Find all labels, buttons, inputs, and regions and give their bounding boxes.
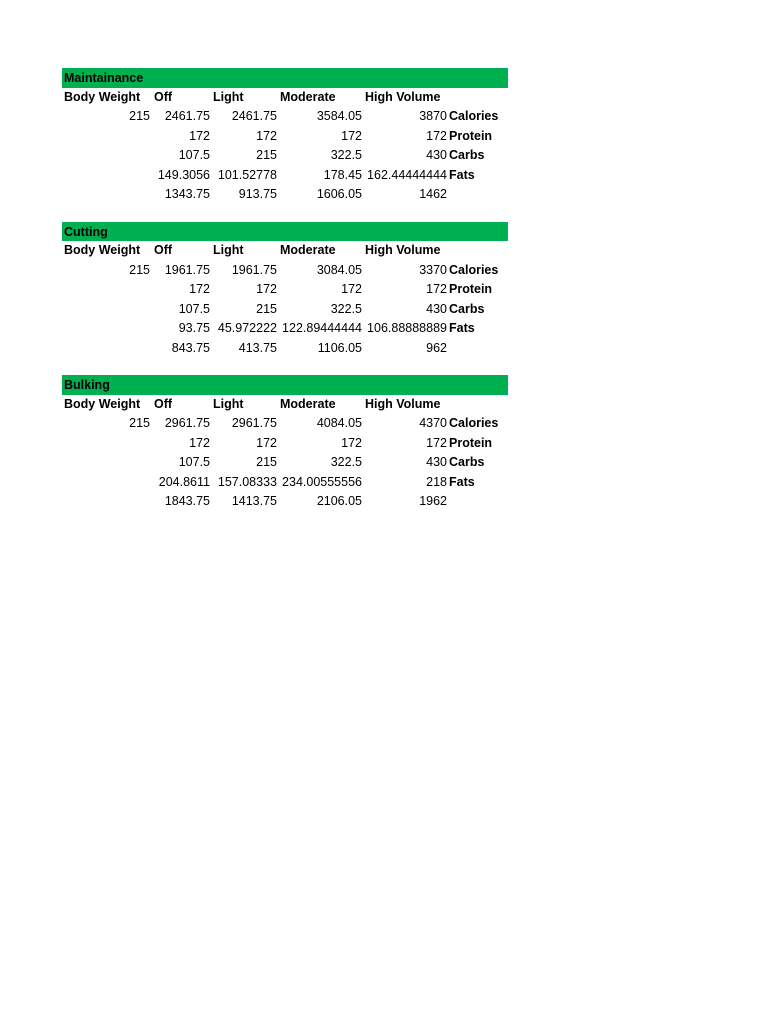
row-label: Fats — [449, 167, 475, 182]
section-maintainance — [62, 68, 508, 205]
cell-moderate: 234.00555556 — [282, 474, 362, 489]
cell-body-weight: 215 — [129, 416, 150, 430]
row-label: Carbs — [449, 301, 485, 316]
cell-moderate: 1606.05 — [316, 187, 362, 201]
cell-light: 1413.75 — [231, 494, 277, 508]
section-header: Cutting — [62, 222, 508, 242]
cell-off: 107.5 — [178, 301, 210, 316]
cell-off: 149.3056 — [157, 167, 210, 182]
cell-light: 215 — [256, 455, 277, 469]
table-row — [62, 300, 508, 320]
cell-high-volume: 106.88888889 — [367, 321, 447, 335]
cell-light: 413.75 — [238, 340, 277, 355]
table-row — [62, 434, 508, 454]
cell-moderate: 3584.05 — [316, 109, 362, 123]
header-off: Off — [154, 89, 173, 104]
cell-off: 2961.75 — [164, 416, 210, 430]
table-row — [62, 492, 508, 512]
cell-moderate: 172 — [341, 435, 362, 450]
cell-moderate: 322.5 — [330, 301, 362, 316]
cell-light: 172 — [256, 282, 277, 296]
row-label: Carbs — [449, 455, 485, 469]
cell-high-volume: 962 — [426, 340, 447, 355]
cell-high-volume: 172 — [426, 435, 447, 450]
cell-off: 843.75 — [171, 340, 210, 355]
header-light: Light — [213, 396, 244, 411]
cell-high-volume: 162.44444444 — [367, 167, 447, 182]
header-high-volume: High Volume — [365, 396, 441, 411]
cell-body-weight: 215 — [129, 109, 150, 123]
cell-high-volume: 3370 — [419, 262, 447, 277]
cell-off: 172 — [189, 128, 210, 143]
cell-off: 107.5 — [178, 148, 210, 162]
row-label: Protein — [449, 282, 493, 296]
cell-high-volume: 430 — [426, 148, 447, 162]
cell-light: 2961.75 — [231, 416, 277, 430]
table-row — [62, 146, 508, 166]
row-label: Calories — [449, 262, 499, 277]
cell-high-volume: 218 — [426, 474, 447, 489]
table-row — [62, 473, 508, 493]
cell-moderate: 322.5 — [330, 148, 362, 162]
table-row — [62, 339, 508, 359]
cell-moderate: 172 — [341, 282, 362, 296]
cell-high-volume: 1462 — [419, 187, 447, 201]
cell-off: 107.5 — [178, 455, 210, 469]
header-moderate: Moderate — [280, 396, 336, 411]
cell-light: 215 — [256, 301, 277, 316]
column-header-row — [62, 241, 508, 261]
section-header: Bulking — [62, 375, 508, 395]
table-row — [62, 414, 508, 434]
cell-high-volume: 430 — [426, 455, 447, 469]
row-label: Protein — [449, 435, 493, 450]
header-body-weight: Body Weight — [64, 243, 141, 257]
header-high-volume: High Volume — [365, 243, 441, 257]
table-row — [62, 280, 508, 300]
section-header: Maintainance — [62, 68, 508, 88]
row-label: Fats — [449, 321, 475, 335]
row-label: Calories — [449, 416, 499, 430]
spreadsheet — [62, 68, 508, 529]
row-label: Fats — [449, 474, 475, 489]
cell-moderate: 2106.05 — [316, 494, 362, 508]
section-cutting — [62, 222, 508, 359]
header-body-weight: Body Weight — [64, 396, 141, 411]
cell-high-volume: 3870 — [419, 109, 447, 123]
cell-light: 172 — [256, 128, 277, 143]
cell-light: 172 — [256, 435, 277, 450]
table-row — [62, 166, 508, 186]
cell-light: 215 — [256, 148, 277, 162]
header-off: Off — [154, 243, 173, 257]
cell-moderate: 3084.05 — [316, 262, 362, 277]
cell-off: 172 — [189, 435, 210, 450]
row-label: Calories — [449, 109, 499, 123]
table-row — [62, 261, 508, 281]
cell-moderate: 4084.05 — [316, 416, 362, 430]
cell-light: 1961.75 — [231, 262, 277, 277]
table-row — [62, 453, 508, 473]
column-header-row — [62, 395, 508, 415]
cell-light: 913.75 — [238, 187, 277, 201]
cell-moderate: 122.89444444 — [282, 321, 362, 335]
cell-off: 204.8611 — [158, 474, 210, 489]
cell-moderate: 322.5 — [330, 455, 362, 469]
cell-light: 45.972222 — [217, 321, 277, 335]
header-high-volume: High Volume — [365, 89, 441, 104]
header-body-weight: Body Weight — [64, 89, 141, 104]
section-bulking — [62, 375, 508, 512]
cell-off: 1343.75 — [164, 187, 210, 201]
table-row — [62, 319, 508, 339]
row-label: Carbs — [449, 148, 485, 162]
cell-light: 2461.75 — [231, 109, 277, 123]
cell-moderate: 178.45 — [323, 167, 362, 182]
header-light: Light — [213, 243, 244, 257]
cell-high-volume: 1962 — [419, 494, 447, 508]
cell-moderate: 172 — [341, 128, 362, 143]
cell-high-volume: 4370 — [419, 416, 447, 430]
header-moderate: Moderate — [280, 243, 336, 257]
cell-light: 157.08333 — [217, 474, 277, 489]
table-row — [62, 107, 508, 127]
row-label: Protein — [449, 128, 493, 143]
table-row — [62, 185, 508, 205]
cell-body-weight: 215 — [129, 262, 150, 277]
cell-light: 101.52778 — [217, 167, 277, 182]
cell-moderate: 1106.05 — [317, 340, 362, 355]
header-off: Off — [154, 396, 173, 411]
table-row — [62, 127, 508, 147]
cell-off: 1961.75 — [164, 262, 210, 277]
cell-off: 1843.75 — [164, 494, 210, 508]
header-moderate: Moderate — [280, 89, 336, 104]
cell-off: 172 — [189, 282, 210, 296]
column-header-row — [62, 88, 508, 108]
cell-high-volume: 430 — [426, 301, 447, 316]
cell-high-volume: 172 — [426, 128, 447, 143]
header-light: Light — [213, 89, 244, 104]
cell-off: 93.75 — [178, 321, 210, 335]
cell-off: 2461.75 — [164, 109, 210, 123]
cell-high-volume: 172 — [426, 282, 447, 296]
